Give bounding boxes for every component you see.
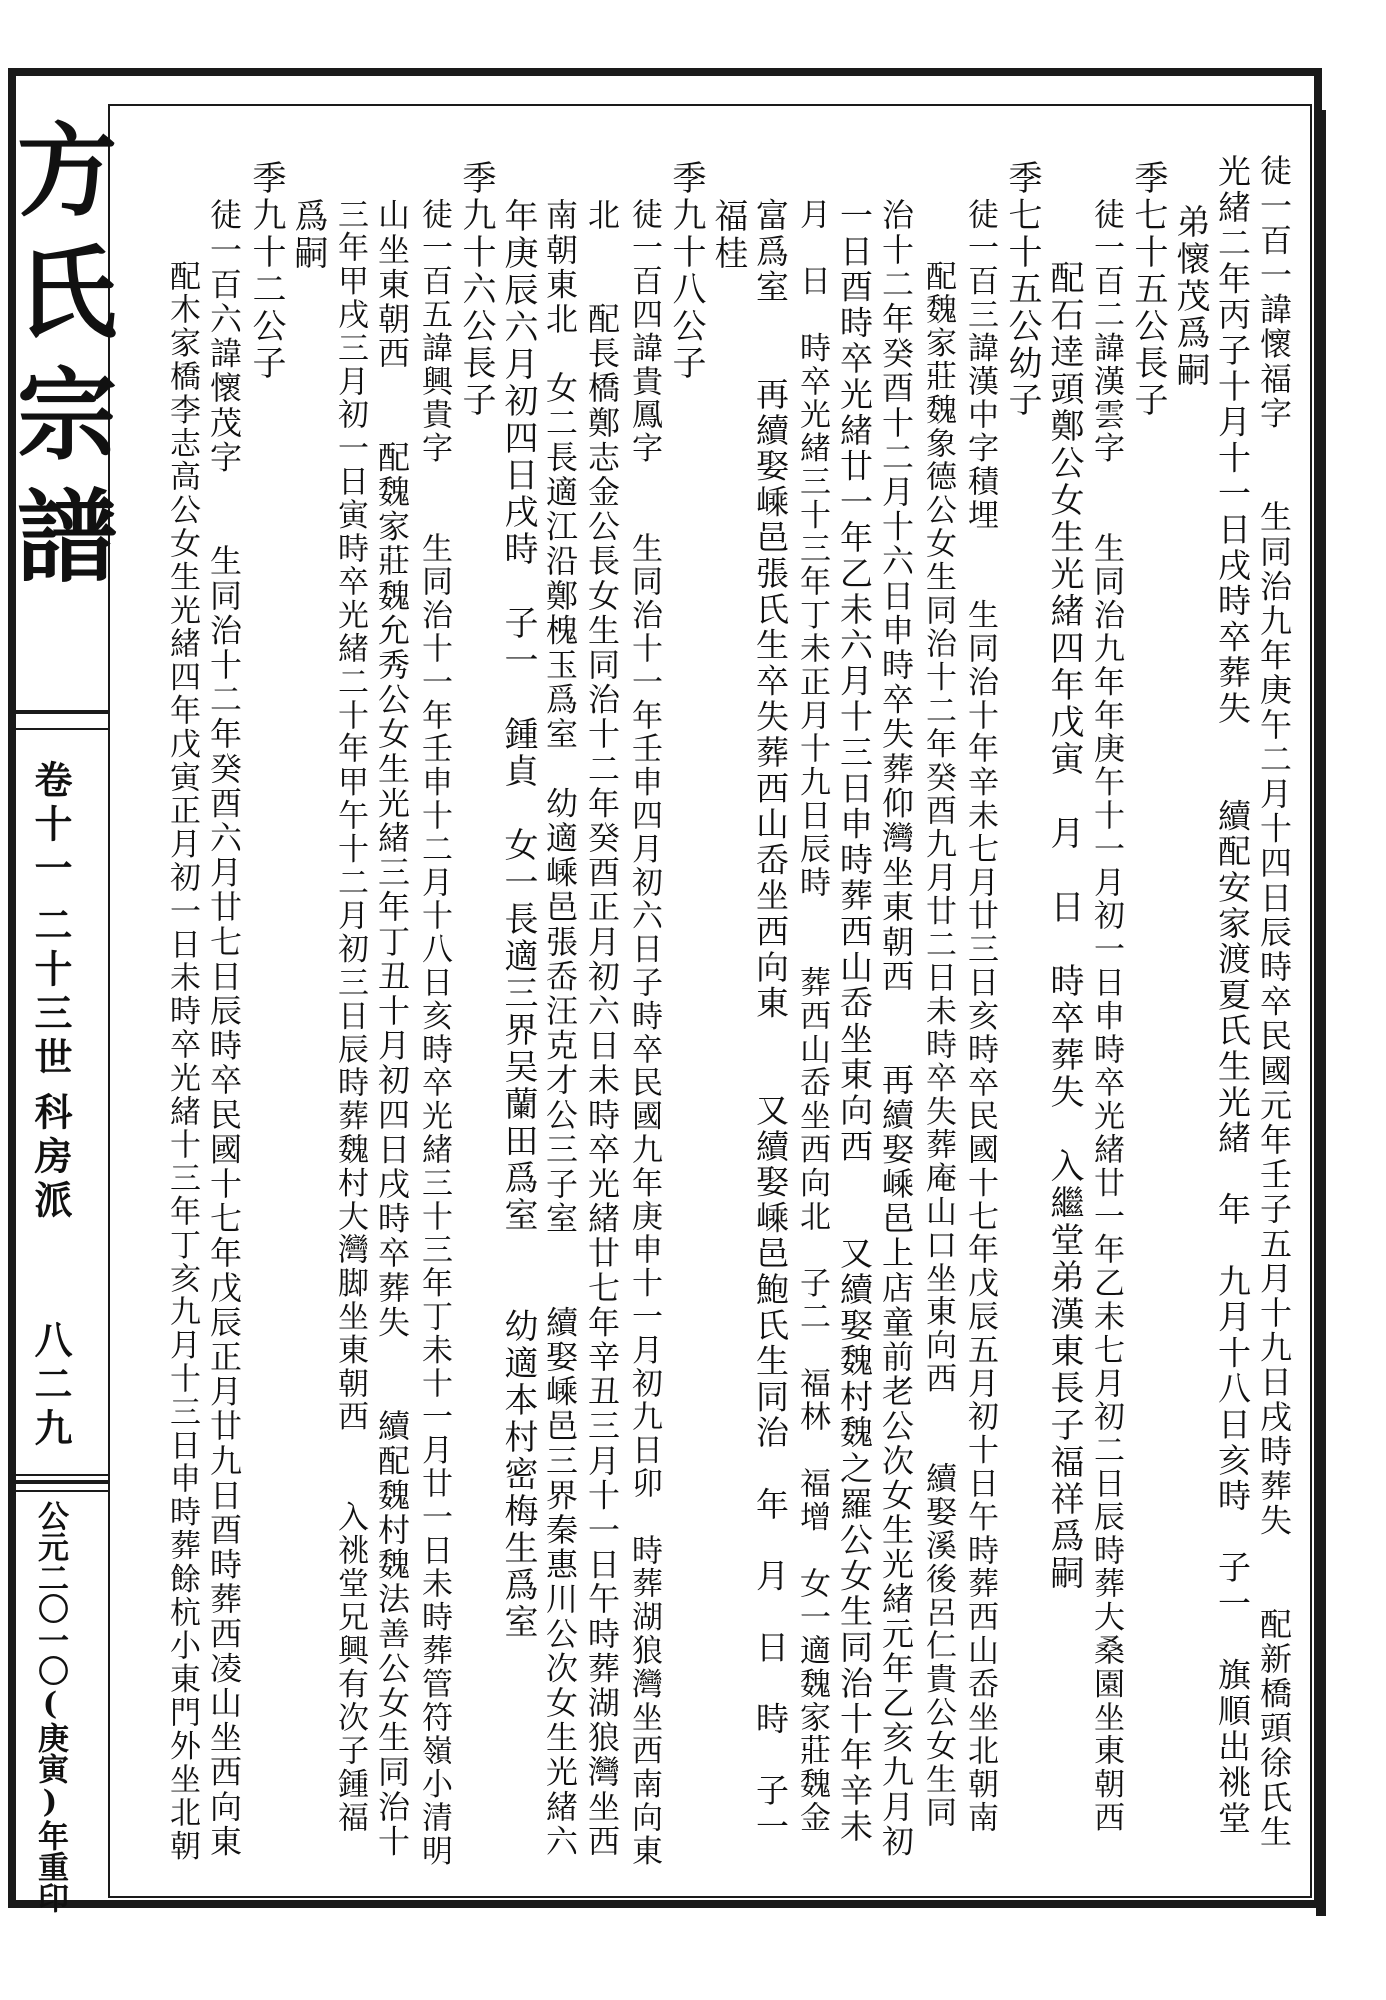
text-column: 福桂 (708, 198, 748, 272)
divider-rule (10, 1474, 108, 1476)
page-border-shadow (1316, 110, 1326, 1916)
text-column: 徒一百五諱興貴字 生同治十一年壬申十二月十八日亥時卒光緒三十三年丁未十一月廿一日未時葬管符嶺小清明 (416, 198, 452, 1868)
text-column: 徒一百一諱懷福字 生同治九年庚午二月十四日辰時卒民國元年壬子五月十九日戌時葬失 配新橋頭徐氏生 (1255, 154, 1293, 1850)
text-column: 季七十五公長子 (1128, 160, 1168, 419)
divider-rule (10, 728, 108, 730)
text-column: 月 日 時卒光緒三十三年丁未正月十九日辰時 葬西山岙坐西向北 子二 福林 福增 女一適魏家莊魏金 (794, 198, 830, 1835)
branch-label: 科房派 (28, 1092, 73, 1224)
text-column: 年庚辰六月初四日戌時 子一 鍾貞 女一長適三界吴蘭田爲室 幼適本村密梅生爲室 (498, 198, 538, 1641)
generation-label: 二十三世 (28, 905, 73, 1081)
text-column: 徒一百三諱漢中字積埋 生同治十年辛未七月廿三日亥時卒民國十七年戊辰五月初十日午時葬西山岙坐北朝南 (962, 198, 998, 1835)
text-column: 季九十二公子 (246, 160, 286, 382)
divider-rule (10, 1490, 108, 1492)
text-column: 配石逹頭鄭公女生光緒四年戊寅 月 日 時卒葬失 入繼堂弟漢東長子福祥爲嗣 (1044, 260, 1084, 1592)
text-column: 治十二年癸酉十二月十六日申時卒失葬仰灣坐東朝西 再續娶嵊邑上店童前老公次女生光緒元年乙亥九月初 (877, 198, 915, 1859)
text-column: 徒一百二諱漢雲字 生同治九年年庚午十一月初一日申時卒光緒廿一年乙未七月初二日辰時葬大桑園坐東朝西 (1088, 198, 1124, 1835)
reprint-note: 公元二〇一〇(庚寅)年重印 (32, 1500, 68, 1913)
text-column: 配魏家莊魏象德公女生同治十二年癸酉九月廿二日未時卒失葬庵山口坐東向西 續娶溪後呂仁貴公女生同 (920, 260, 956, 1830)
text-column: 配木家橋李志高公女生光緒四年戊寅正月初一日未時卒光緒十三年丁亥九月十三日申時葬餘杭小東門外坐北朝 (164, 260, 200, 1864)
text-column: 山坐東朝西 配魏家莊魏允秀公女生光緒三年丁丑十月初四日戌時卒葬失 續配魏村魏法善公女生同治十 (373, 198, 411, 1859)
text-column: 徒一百四諱貴鳳字 生同治十一年壬申四月初六日子時卒民國九年庚申十一月初九日卯 時葬湖狼灣坐西南向東 (626, 198, 662, 1868)
text-column: 北 配長橋鄭志金公長女生同治十二年癸酉正月初六日未時卒光緒廿七年辛丑三月十一日午時葬湖狼灣坐西 (583, 198, 621, 1859)
volume-label: 卷十一 (28, 760, 73, 892)
text-column: 三年甲戌三月初一日寅時卒光緒二十年甲午十二月初三日辰時葬魏村大灣脚坐東朝西 入祧堂兄興有次子鍾福 (332, 198, 368, 1835)
text-column: 弟懷茂爲嗣 (1170, 204, 1210, 389)
text-column: 富爲室 再續娶嵊邑張氏生卒失葬西山岙坐西向東 又續娶嵊邑鮑氏生同治 年 月 日 時 子一 (751, 198, 790, 1845)
text-column: 爲嗣 (288, 198, 328, 272)
text-column: 季九十八公子 (666, 160, 706, 382)
text-column: 季七十五公幼子 (1002, 160, 1042, 419)
text-column: 季九十六公長子 (456, 160, 496, 419)
genealogy-title: 方氏宗譜 (0, 118, 118, 606)
text-column: 徒一百六諱懷茂字 生同治十二年癸酉六月廿七日辰時卒民國十七年戊辰正月廿九日酉時葬西凌山坐西向東 (205, 198, 243, 1859)
text-column: 南朝東北 女二長適江沿鄭槐玉爲室 幼適嵊邑張岙汪克才公三子室 續娶嵊邑三界秦惠川公次女生光緒六 (541, 198, 579, 1859)
text-column: 一日酉時卒光緒廿一年乙未六月十三日申時葬西山岙坐東向西 又續娶魏村魏之羅公女生同治十年辛未 (835, 198, 874, 1845)
divider-rule (10, 1480, 108, 1484)
text-column: 光緒二年丙子十月十一日戌時卒葬失 續配安家渡夏氏生光緒 年 九月十八日亥時 子一 旗順出祧堂 (1213, 154, 1252, 1837)
divider-rule (10, 710, 108, 714)
page-number: 八二九 (28, 1320, 73, 1452)
